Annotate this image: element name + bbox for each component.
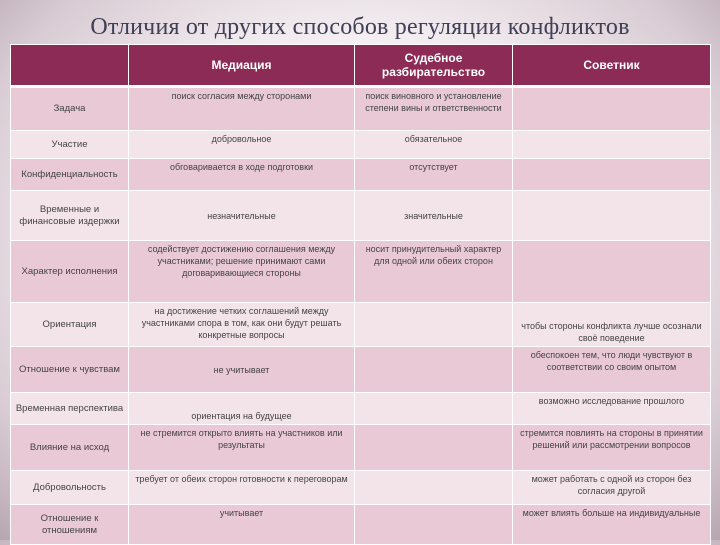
row-label: Добровольность: [11, 471, 129, 505]
row-label: Временные и финансовые издержки: [11, 191, 129, 241]
advisor-cell: [513, 241, 711, 303]
table-row: [11, 303, 711, 347]
row-label: Отношение к отношениям: [11, 505, 129, 545]
mediation-cell: содействует достижению соглашения между участниками; решение принимают сами договаривающиеся стороны: [129, 241, 355, 303]
mediation-cell: ориентация на будущее: [129, 393, 355, 425]
court-cell: носит принудительный характер для одной или обеих сторон: [355, 241, 513, 303]
table-row: [11, 505, 711, 545]
mediation-cell: не учитывает: [129, 347, 355, 393]
court-cell: [355, 393, 513, 425]
header-row: [11, 45, 711, 87]
advisor-cell: может работать с одной из сторон без согласия другой: [513, 471, 711, 505]
mediation-cell: требует от обеих сторон готовности к переговорам: [129, 471, 355, 505]
table-row: [11, 425, 711, 471]
mediation-cell: добровольное: [129, 131, 355, 159]
table-row: [11, 87, 711, 131]
advisor-cell: возможно исследование прошлого: [513, 393, 711, 425]
row-label: Ориентация: [11, 303, 129, 347]
court-cell: отсутствует: [355, 159, 513, 191]
header-mediation: Медиация: [129, 45, 355, 87]
court-cell: поиск виновного и установление степени вины и ответственности: [355, 87, 513, 131]
court-cell: [355, 347, 513, 393]
table-row: [11, 191, 711, 241]
table-row: [11, 159, 711, 191]
mediation-cell: поиск согласия между сторонами: [129, 87, 355, 131]
advisor-cell: [513, 159, 711, 191]
court-cell: [355, 425, 513, 471]
table-row: [11, 347, 711, 393]
header-advisor: Советник: [513, 45, 711, 87]
row-label: Задача: [11, 87, 129, 131]
table-row: [11, 393, 711, 425]
mediation-cell: незначительные: [129, 191, 355, 241]
row-label: Временная перспектива: [11, 393, 129, 425]
advisor-cell: [513, 131, 711, 159]
row-label: Характер исполнения: [11, 241, 129, 303]
mediation-cell: учитывает: [129, 505, 355, 545]
mediation-cell: на достижение четких соглашений между участниками спора в том, как они будут решать конкретные вопросы: [129, 303, 355, 347]
table-row: [11, 131, 711, 159]
court-cell: обязательное: [355, 131, 513, 159]
advisor-cell: обеспокоен тем, что люди чувствуют в соответствии со своим опытом: [513, 347, 711, 393]
page-title: Отличия от других способов регуляции конфликтов: [90, 14, 630, 40]
advisor-cell: чтобы стороны конфликта лучше осознали своё поведение: [513, 303, 711, 347]
row-label: Конфиденциальность: [11, 159, 129, 191]
advisor-cell: может влиять больше на индивидуальные: [513, 505, 711, 545]
court-cell: [355, 505, 513, 545]
header-court: Судебное разбирательство: [355, 45, 513, 87]
row-label: Участие: [11, 131, 129, 159]
court-cell: [355, 471, 513, 505]
table-row: [11, 471, 711, 505]
advisor-cell: [513, 191, 711, 241]
mediation-cell: обговаривается в ходе подготовки: [129, 159, 355, 191]
comparison-table: [10, 44, 711, 545]
row-label: Влияние на исход: [11, 425, 129, 471]
mediation-cell: не стремится открыто влиять на участников или результаты: [129, 425, 355, 471]
advisor-cell: стремится повлиять на стороны в принятии решений или рассмотрении вопросов: [513, 425, 711, 471]
court-cell: [355, 303, 513, 347]
header-empty: [11, 45, 129, 87]
table-row: [11, 241, 711, 303]
court-cell: значительные: [355, 191, 513, 241]
row-label: Отношение к чувствам: [11, 347, 129, 393]
advisor-cell: [513, 87, 711, 131]
